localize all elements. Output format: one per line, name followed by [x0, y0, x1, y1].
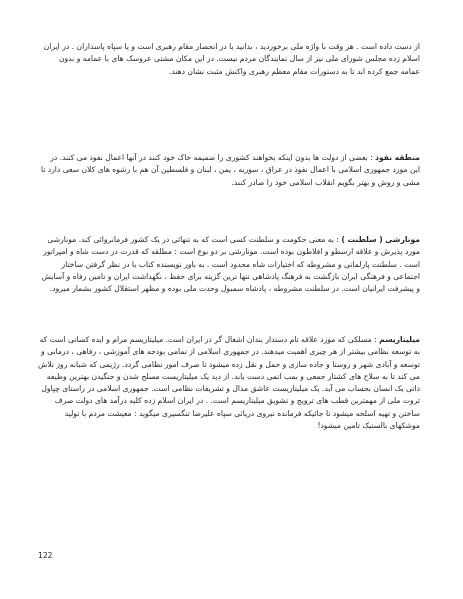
- page-number: 122: [38, 551, 53, 560]
- paragraph-monarchy: [38, 234, 420, 295]
- paragraph-continuation: [38, 41, 420, 78]
- paragraph-text: : به معنی حکومت و سلطنت کسی است که به تنهائی در یک کشور فرمانروائی کند. مونارشی مورد پذیرش و علاقه ارسطو و افلاطون بوده است. مونارشی بر دو نوع است : مطلقه که قدرت در دست شاه و امپراتور است . سلطنت پارلمانی و مشروطه که اختیارات شاه محدود است . به باور نویسنده کتاب با در نظر گرفتن ساختار اجتماعی و فرهنگی ایران بازگشت به فرهنگ پادشاهی تنها ترین گزینه برای حفظ ، نگهداشت ایران و تامین رفاه و آسایش و پیشرفت ایرانیان است. در سلطنت مشروطه ، پادشاه سمبول وحدت ملی بوده و مظهر استقلال کشور بشمار میرود.: [41, 235, 420, 294]
- term-heading: منطقه نفوذ: [375, 153, 420, 162]
- paragraph-sphere-of-influence: [38, 152, 420, 189]
- term-heading: میلیتاریسم: [379, 335, 420, 344]
- term-heading: مونارشی ( سلطنت ): [341, 235, 420, 244]
- paragraph-text: : بعضی از دولت ها بدون اینکه بخواهند کشوری را ضمیمه خاک خود کنند در آنها اعمال نفوذ می کنند. در این مورد جمهوری اسلامی با اعمال نفوذ در عراق ، سوریه ، یمن ، لبنان و فلسطین آن هم با رشوه های کلان سعی دارد تا مشی و روش و بهتر بگویم انقلاب اسلامی خود را صادر کنند.: [40, 153, 420, 187]
- paragraph-text: از دست داده است . هر وقت با واژه ملی برخوردید ، بدانید با در انحصار مقام رهبری است و یا سپاه پاسداران . در ایران اسلام زده مجلس شورای ملی نیز از سال نمایندگان مردم نیست. در این مکان مشتی عروسک های با عمامه و بدون عمامه جمع کرده اند تا به دستورات مقام معظم رهبری واکنش مثبت نشان دهند.: [43, 42, 420, 76]
- paragraph-text: : مسلکی که مورد علاقه تام دستدار بندان اشغال گر در ایران است. میلیتاریسم مرام و ایده کسانی است که به توسعه نظامی بیشتر از هر چیزی اهمیت میدهند. در جمهوری اسلامی از تمامی بودجه های آموزشی ، رفاهی ، درمانی و توسعه و آبادی شهر و روستا و جاده سازی و حمل و نقل زده میشود تا صرف امور نظامی گردد. رژیمی که شبانه روز تلاش می کند تا به سلاح های کشتار جمعی و بمب اتمی دست یابد. از دید یک میلیتاریست مسلح شدن و جنگیدن بهترین وظیفه ذاتی یک انسان بحساب می آید. یک میلیتاریست عاشق مدال و تشریفات نظامی است. جمهوری اسلامی در راستای چپاول ثروت ملی از مهمترین قطب های ترویج و تشویق میلیتاریسم است. . در ایران اسلام زده کلیه درآمد های دولت صرف ساختن و تهیه اسلحه میشود تا جائیکه فرمانده نیروی دریائی سپاه علیرضا تنگسیری میگوید : معیشت مردم با تولید موشکهای بالستیک تامین میشود!: [38, 335, 420, 431]
- paragraph-militarism: [38, 334, 420, 432]
